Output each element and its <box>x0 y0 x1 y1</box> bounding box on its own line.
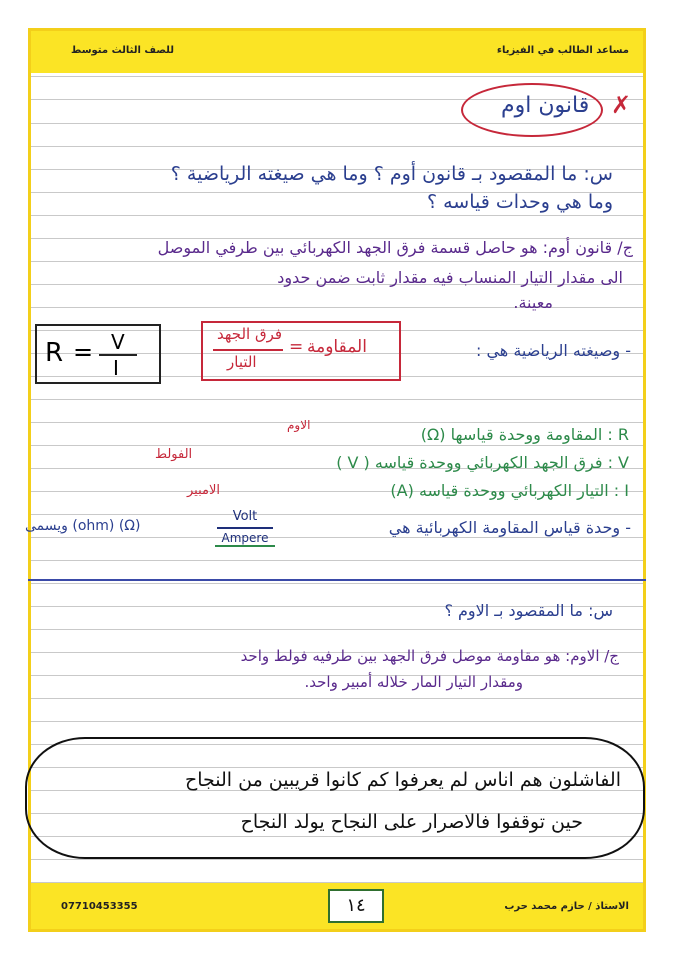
header-grade: للصف الثالث متوسط <box>71 45 175 56</box>
unit-ampere: Ampere <box>215 531 275 547</box>
formula-equals: = <box>73 338 94 366</box>
quote-line-1: الفاشلون هم اناس لم يعرفوا كم كانوا قريبين من النجاح <box>184 769 621 791</box>
question-2: س: ما المقصود بـ الاوم ؟ <box>444 601 613 620</box>
var-voltage: V : فرق الجهد الكهربائي ووحدة قياسه ( V ) <box>336 453 629 472</box>
title-star-mark: ✗ <box>611 91 632 119</box>
footer-teacher: الاستاذ / حازم محمد حرب <box>504 901 629 912</box>
section-separator <box>28 579 646 581</box>
unit-volt: Volt <box>232 509 258 524</box>
arabic-formula-bar <box>213 349 283 351</box>
unit-fraction-bar <box>217 527 273 529</box>
unit-line-text: - وحدة قياس المقاومة الكهربائية هي <box>388 518 631 537</box>
arabic-formula-resistance: المقاومة <box>307 337 367 357</box>
var-resistance: R : المقاومة ووحدة قياسها (Ω) <box>420 425 629 444</box>
answer-2-line-1: ج/ الاوم: هو مقاومة موصل فرق الجهد بين طرفيه فولط واحد <box>240 647 619 665</box>
formula-label: - وصيغته الرياضية هي : <box>475 341 631 360</box>
arabic-formula-current: التيار <box>227 353 257 371</box>
var-resistance-unit: الاوم <box>287 418 311 432</box>
formula-r: R <box>45 338 64 368</box>
unit-ohm: ويسمى (ohm) (Ω) <box>25 518 141 534</box>
arabic-formula-equals: = <box>289 337 304 357</box>
arabic-formula-voltage: فرق الجهد <box>217 325 283 343</box>
notebook-page <box>25 28 646 932</box>
header-subject: مساعد الطالب في الفيزياء <box>496 45 629 56</box>
formula-i: I <box>113 356 119 380</box>
answer-2-line-2: ومقدار التيار المار خلاله أمبير واحد. <box>304 673 523 691</box>
lesson-title: قانون اوم <box>501 93 590 118</box>
var-current-unit: الامبير <box>187 483 221 498</box>
answer-1-line-2: الى مقدار التيار المنساب فيه مقدار ثابت ضمن حدود <box>277 268 623 287</box>
answer-1-line-1: ج/ قانون أوم: هو حاصل قسمة فرق الجهد الكهربائي بين طرفي الموصل <box>157 238 633 257</box>
formula-box <box>35 324 161 384</box>
footer-phone: 07710453355 <box>61 901 138 912</box>
question-1-line-2: وما هي وحدات قياسه ؟ <box>426 191 613 213</box>
arabic-formula-box <box>201 321 401 381</box>
quote-cloud <box>25 737 645 859</box>
var-current: I : التيار الكهربائي ووحدة قياسه (A) <box>390 481 629 500</box>
formula-v: V <box>111 330 125 354</box>
var-voltage-unit: الفولط <box>155 447 193 462</box>
page-number: ١٤ <box>328 889 384 923</box>
quote-line-2: حين توقفوا فالاصرار على النجاح يولد النجاح <box>240 811 583 833</box>
question-1-line-1: س: ما المقصود بـ قانون أوم ؟ وما هي صيغته الرياضية ؟ <box>170 163 613 185</box>
answer-1-line-3: معينة. <box>513 293 553 312</box>
